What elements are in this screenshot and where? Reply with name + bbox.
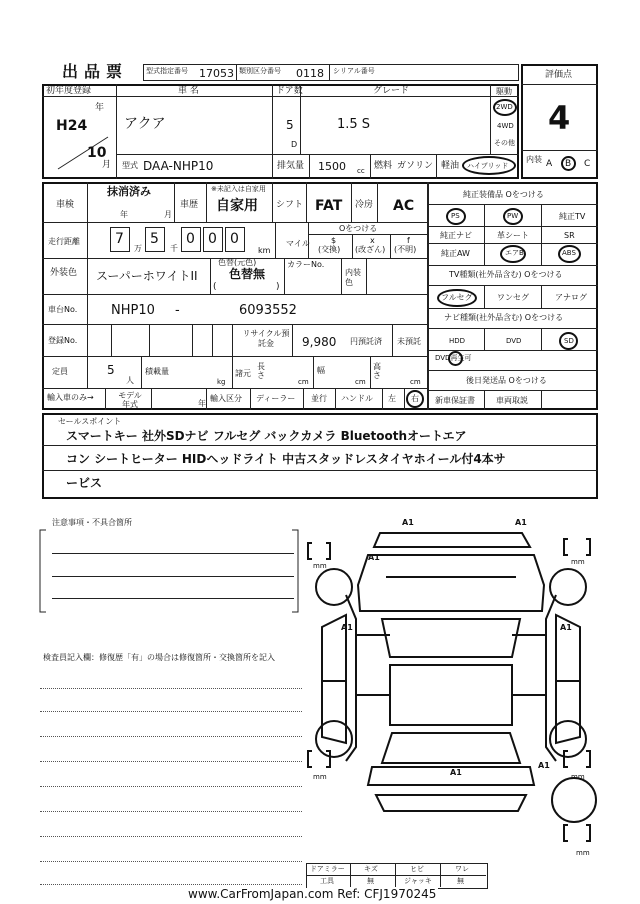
- mm-5: mm: [576, 849, 590, 857]
- selling-line-2: コン シートヒーター HIDヘッドライト 中古スタッドレスタイヤホイール付4本サ: [66, 452, 506, 466]
- model-value: DAA-NHP10: [143, 159, 214, 173]
- odo-exchanged: (交換): [318, 245, 341, 254]
- repaint-label: 色替(元色): [218, 258, 257, 267]
- chassis-label: 車台No.: [48, 305, 78, 314]
- interior-color-label: 内装色: [345, 268, 361, 287]
- model-year-label: モデル年式: [118, 391, 142, 409]
- mm-4: mm: [571, 773, 585, 781]
- import-parallel: 並行: [311, 394, 327, 403]
- import-dealer: ディーラー: [256, 394, 296, 403]
- legend-tools-value: 無: [367, 877, 374, 885]
- interior-c: C: [584, 159, 591, 169]
- option-sd: SD: [564, 337, 574, 345]
- color-label: 外装色: [50, 268, 78, 278]
- notes-bracket: [38, 526, 300, 616]
- capacity-value: 5: [107, 363, 115, 377]
- legend-door-mirror: ドアミラー: [310, 865, 345, 873]
- drive-2wd: 2WD: [496, 103, 513, 111]
- footer-ref[interactable]: www.CarFromJapan.com Ref: CFJ1970245: [188, 887, 437, 901]
- name-label: 車 名: [178, 86, 199, 96]
- capacity-unit: 人: [126, 376, 134, 385]
- mile-label: マイル: [286, 239, 310, 248]
- legend-crack: ヒビ: [410, 865, 424, 873]
- option-dvd-play: DVD再生可: [435, 354, 472, 362]
- interior-a: A: [546, 159, 553, 169]
- repaint-paren-right: ): [276, 282, 280, 292]
- option-analog: アナログ: [555, 293, 587, 302]
- handle-label: ハンドル: [341, 394, 373, 403]
- mark-a1-front-right: A1: [515, 518, 527, 527]
- chassis-dash: -: [175, 303, 180, 318]
- option-airbag: エアB: [505, 249, 524, 257]
- interior-label: 内装: [526, 155, 542, 164]
- option-warranty: 新車保証書: [435, 396, 475, 405]
- option-ps: PS: [451, 212, 460, 220]
- drive-4wd: 4WD: [497, 122, 514, 130]
- type-cert-label: 型式指定番号: [146, 67, 188, 75]
- fuel-diesel: 軽油: [441, 161, 460, 171]
- option-navi: 純正ナビ: [440, 231, 472, 240]
- repaint-value: 色替無: [229, 267, 266, 281]
- shaken-label: 車検: [56, 200, 75, 210]
- mark-a1-rear: A1: [450, 768, 462, 777]
- reg-year-unit: 年: [95, 103, 105, 113]
- genuine-title: 純正装備品 Oをつける: [463, 190, 544, 199]
- mileage-digit-2: 5: [150, 231, 159, 247]
- option-abs: ABS: [562, 249, 576, 257]
- class-value: 0118: [296, 67, 324, 80]
- interior-b: B: [565, 159, 572, 169]
- legend-jack-value: 無: [457, 877, 464, 885]
- handle-left: 左: [388, 394, 396, 403]
- dims-label: 諸元: [235, 369, 251, 378]
- odo-tampered: (改ざん): [355, 245, 386, 254]
- mileage-km: km: [258, 246, 271, 255]
- sheet-title: 出品票: [62, 62, 129, 81]
- option-aw: 純正AW: [441, 249, 470, 258]
- cooler-label: 冷房: [355, 200, 374, 210]
- recycle-unit: 円預託済: [350, 337, 382, 346]
- drive-label: 駆動: [496, 87, 512, 96]
- serial-label: シリアル番号: [333, 67, 375, 75]
- usage-value: 自家用: [216, 198, 258, 214]
- grade-label: グレード: [373, 86, 410, 96]
- selling-line-1: スマートキー 社外SDナビ フルセグ バックカメラ Bluetoothオートエア: [66, 429, 467, 443]
- mark-a1-left: A1: [341, 623, 353, 632]
- handle-right: 右: [411, 394, 419, 403]
- reg-label: 初年度登録: [46, 86, 92, 96]
- recycle-value: 9,980: [302, 335, 337, 349]
- mm-1: mm: [313, 562, 327, 570]
- shaken-value: 抹消済み: [107, 185, 151, 198]
- color-value: スーパーホワイトII: [96, 269, 198, 283]
- mileage-sen: 千: [170, 244, 178, 253]
- capacity-label: 定員: [52, 367, 68, 376]
- score-label: 評価点: [545, 70, 573, 80]
- mark-a1-rear-right: A1: [538, 761, 550, 770]
- option-dvd: DVD: [506, 337, 522, 345]
- mm-3: mm: [313, 773, 327, 781]
- reg-month-unit: 月: [102, 160, 112, 170]
- drive-other: その他: [494, 139, 515, 147]
- load-label: 積載量: [145, 367, 169, 376]
- legend-break: ワレ: [455, 865, 469, 873]
- reg-month: 10: [87, 145, 107, 161]
- mark-a1-front: A1: [402, 518, 414, 527]
- repaint-paren-left: (: [213, 282, 217, 292]
- chassis-prefix: NHP10: [111, 303, 155, 318]
- import-kubun-label: 輸入区分: [210, 394, 242, 403]
- grade-value: 1.5 S: [337, 117, 371, 132]
- model-year-unit: 年: [198, 399, 206, 408]
- damage-diagram: [306, 515, 606, 860]
- legend-tools: 工具: [320, 877, 334, 885]
- tv-title: TV種類(社外品含む) Oをつける: [449, 270, 563, 279]
- shaken-year-unit: 年: [120, 210, 128, 219]
- option-manual: 車両取説: [496, 396, 528, 405]
- mileage-digit-1: 7: [115, 231, 124, 247]
- selling-line-3: ービス: [66, 476, 103, 490]
- shift-value: FAT: [315, 198, 343, 214]
- option-sr: SR: [564, 231, 575, 240]
- option-fullseg: フルセグ: [441, 293, 473, 302]
- legend-jack: ジャッキ: [404, 877, 432, 885]
- odo-unknown: (不明): [394, 245, 417, 254]
- mileage-digit-3: 0: [186, 231, 195, 247]
- cooler-value: AC: [393, 198, 415, 214]
- navi-title: ナビ種類(社外品含む) Oをつける: [444, 313, 564, 322]
- option-hdd: HDD: [449, 337, 466, 345]
- doors-value: 5: [286, 118, 294, 132]
- inspector-title: 検査員記入欄：修復歴「有」の場合は修復箇所・交換箇所を記入: [43, 653, 275, 662]
- height-label: 高さ: [373, 362, 381, 380]
- reg-era: H24: [56, 118, 88, 134]
- fuel-label: 燃料: [374, 161, 393, 171]
- disp-value: 1500: [318, 160, 346, 173]
- usage-note: ※未記入は自家用: [211, 185, 266, 193]
- notes-title: 注意事項・不具合箇所: [52, 518, 132, 527]
- model-label: 型式: [122, 161, 138, 170]
- fuel-hybrid: ハイブリッド: [467, 162, 509, 170]
- load-unit: kg: [217, 378, 226, 386]
- length-unit: cm: [298, 378, 309, 386]
- width-label: 幅: [317, 366, 325, 375]
- door-type: D: [291, 140, 298, 149]
- chassis-number: 6093552: [239, 303, 297, 318]
- regno-label: 登録No.: [48, 336, 78, 345]
- recycle-label: リサイクル預託金: [242, 329, 290, 348]
- usage-label: 車歴: [180, 200, 199, 210]
- shift-label: シフト: [276, 200, 304, 210]
- option-tv: 純正TV: [559, 212, 586, 221]
- odo-tampered-mark: x: [370, 236, 375, 245]
- mileage-label: 走行距離: [48, 237, 80, 246]
- mm-2: mm: [571, 558, 585, 566]
- shaken-month-unit: 月: [164, 210, 172, 219]
- height-unit: cm: [410, 378, 421, 386]
- length-label: 長さ: [257, 362, 265, 380]
- legend-scratch: キズ: [364, 865, 378, 873]
- mark-a1-fender: A1: [368, 553, 380, 562]
- score-value: 4: [548, 99, 571, 137]
- doors-label: ドア数: [276, 86, 303, 96]
- width-unit: cm: [355, 378, 366, 386]
- option-oneseg: ワンセグ: [497, 293, 529, 302]
- colorno-label: カラーNo.: [287, 260, 325, 269]
- aftermarket-title: 後日発送品 Oをつける: [466, 376, 547, 385]
- disp-unit: cc: [357, 167, 365, 175]
- mark-a1-right: A1: [560, 623, 572, 632]
- car-name: アクア: [124, 116, 166, 132]
- fuel-petrol: ガソリン: [397, 161, 434, 171]
- mileage-digit-4: 0: [208, 231, 217, 247]
- option-leather: 革シート: [497, 231, 529, 240]
- type-cert-value: 17053: [199, 67, 234, 80]
- mileage-man: 万: [134, 244, 142, 253]
- mileage-circle-label: Oをつける: [339, 224, 378, 233]
- odo-unknown-mark: f: [407, 236, 410, 245]
- disp-label: 排気量: [277, 161, 305, 171]
- import-label: 輸入車のみ→: [47, 393, 94, 402]
- recycle-unpaid: 未預託: [397, 337, 421, 346]
- odo-exchanged-mark: $: [331, 236, 337, 245]
- selling-label: セールスポイント: [58, 417, 122, 426]
- class-label: 類別区分番号: [239, 67, 281, 75]
- option-pw: PW: [507, 212, 519, 220]
- mileage-digit-5: 0: [230, 231, 239, 247]
